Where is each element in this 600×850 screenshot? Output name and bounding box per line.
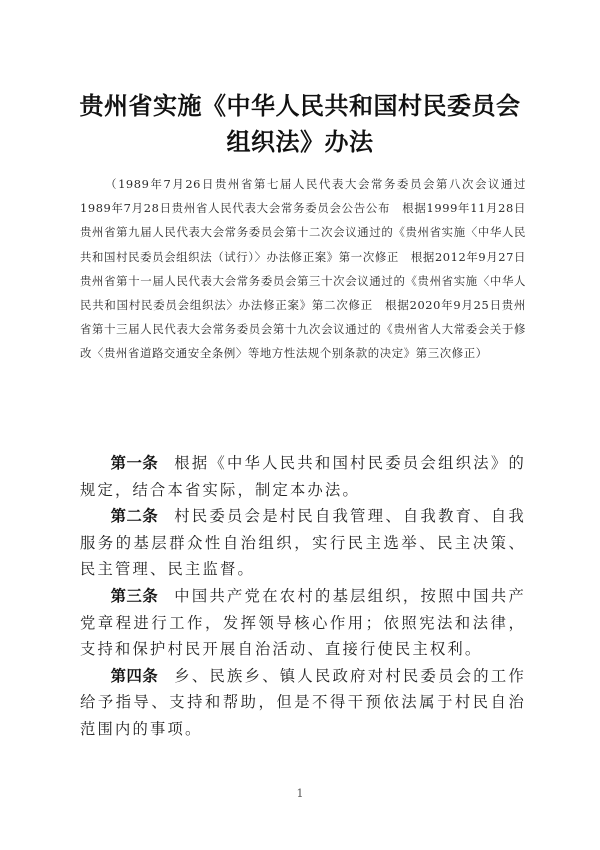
document-body bbox=[80, 450, 526, 743]
article-4 bbox=[80, 663, 526, 743]
page-number: 1 bbox=[296, 787, 304, 800]
article-text: 根据《中华人民共和国村民委员会组织法》的规定，结合本省实际，制定本办法。 bbox=[80, 454, 526, 499]
legislative-history-note bbox=[80, 172, 538, 366]
article-heading: 第二条 bbox=[110, 507, 159, 526]
title-line-1: 贵州省实施《中华人民共和国村民委员会 bbox=[79, 92, 521, 120]
article-1 bbox=[80, 450, 526, 503]
preamble-text: （1989年7月26日贵州省第七届人民代表大会常务委员会第八次会议通过 1989年7月28日贵州省人民代表大会常务委员会公告公布 根据1999年11月28日贵州省第九届人民代表大会常务委员会第十二次会议通过的《贵州省实施〈中华人民共和国村民委员会组织法（试行）〉办法修正案》第一次修正 根据2012年9月27日贵州省第十一届人民代表大会常务委员会第三十次会议通过的《贵州省实施〈中华人民共和国村民委员会组织法〉办法修正案》第二次修正 根据2020年9月25日贵州省第十三届人民代表大会常务委员会第十九次会议通过的《贵州省人大常委会关于修改〈贵州省道路交通安全条例〉等地方性法规个别条款的决定》第三次修正） bbox=[80, 177, 538, 361]
article-heading: 第三条 bbox=[110, 586, 159, 605]
article-heading: 第四条 bbox=[110, 666, 159, 685]
article-text: 乡、民族乡、镇人民政府对村民委员会的工作给予指导、支持和帮助，但是不得干预依法属于村民自治范围内的事项。 bbox=[80, 666, 526, 738]
article-text: 中国共产党在农村的基层组织，按照中国共产党章程进行工作，发挥领导核心作用；依照宪法和法律，支持和保护村民开展自治活动、直接行使民主权利。 bbox=[80, 586, 526, 659]
document-title bbox=[60, 88, 540, 160]
article-heading: 第一条 bbox=[110, 454, 159, 472]
article-2 bbox=[80, 503, 526, 583]
title-line-2: 组织法》办法 bbox=[226, 128, 374, 156]
article-3 bbox=[80, 583, 526, 663]
article-text: 村民委员会是村民自我管理、自我教育、自我服务的基层群众性自治组织，实行民主选举、民主决策、民主管理、民主监督。 bbox=[80, 507, 526, 579]
